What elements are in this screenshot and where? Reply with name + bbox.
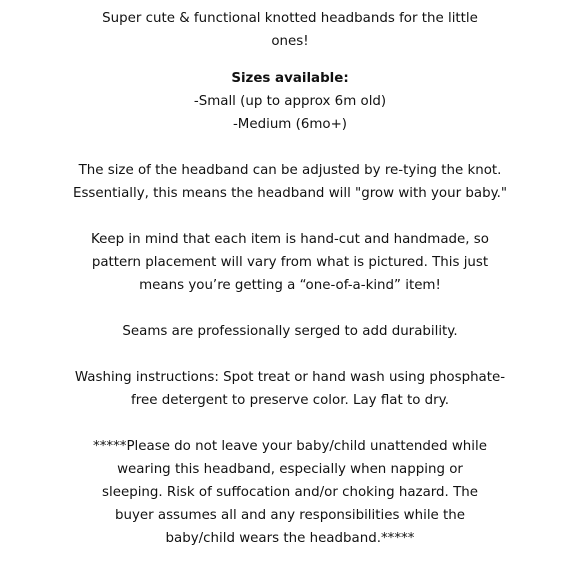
sizes-heading: Sizes available: [231,71,349,86]
size-small: -Small (up to approx 6m old) [193,94,387,109]
sizes-section [88,67,492,136]
washing-paragraph: Washing instructions: Spot treat or hand wash using phosphate-free detergent to preserve color. Lay flat to dry. [74,370,506,408]
seams-paragraph: Seams are professionally serged to add durability. [122,324,458,339]
intro-paragraph: Super cute & functional knotted headbands for the little ones! [102,11,478,49]
adjust-paragraph: The size of the headband can be adjusted by re-tying the knot. Essentially, this means the headband will "grow with your baby." [72,163,507,201]
handmade-paragraph: Keep in mind that each item is hand-cut and handmade, so pattern placement will vary from what is pictured. This just means you’re getting a “one-of-a-kind” item! [91,232,489,293]
size-medium: -Medium (6mo+) [232,117,348,132]
warning-paragraph: *****Please do not leave your baby/child unattended while wearing this headband, especially when napping or sleeping. Risk of suffocation and/or choking hazard. The buyer assumes all and any responsibilities while the baby/child wears the headband.***** [93,439,487,546]
